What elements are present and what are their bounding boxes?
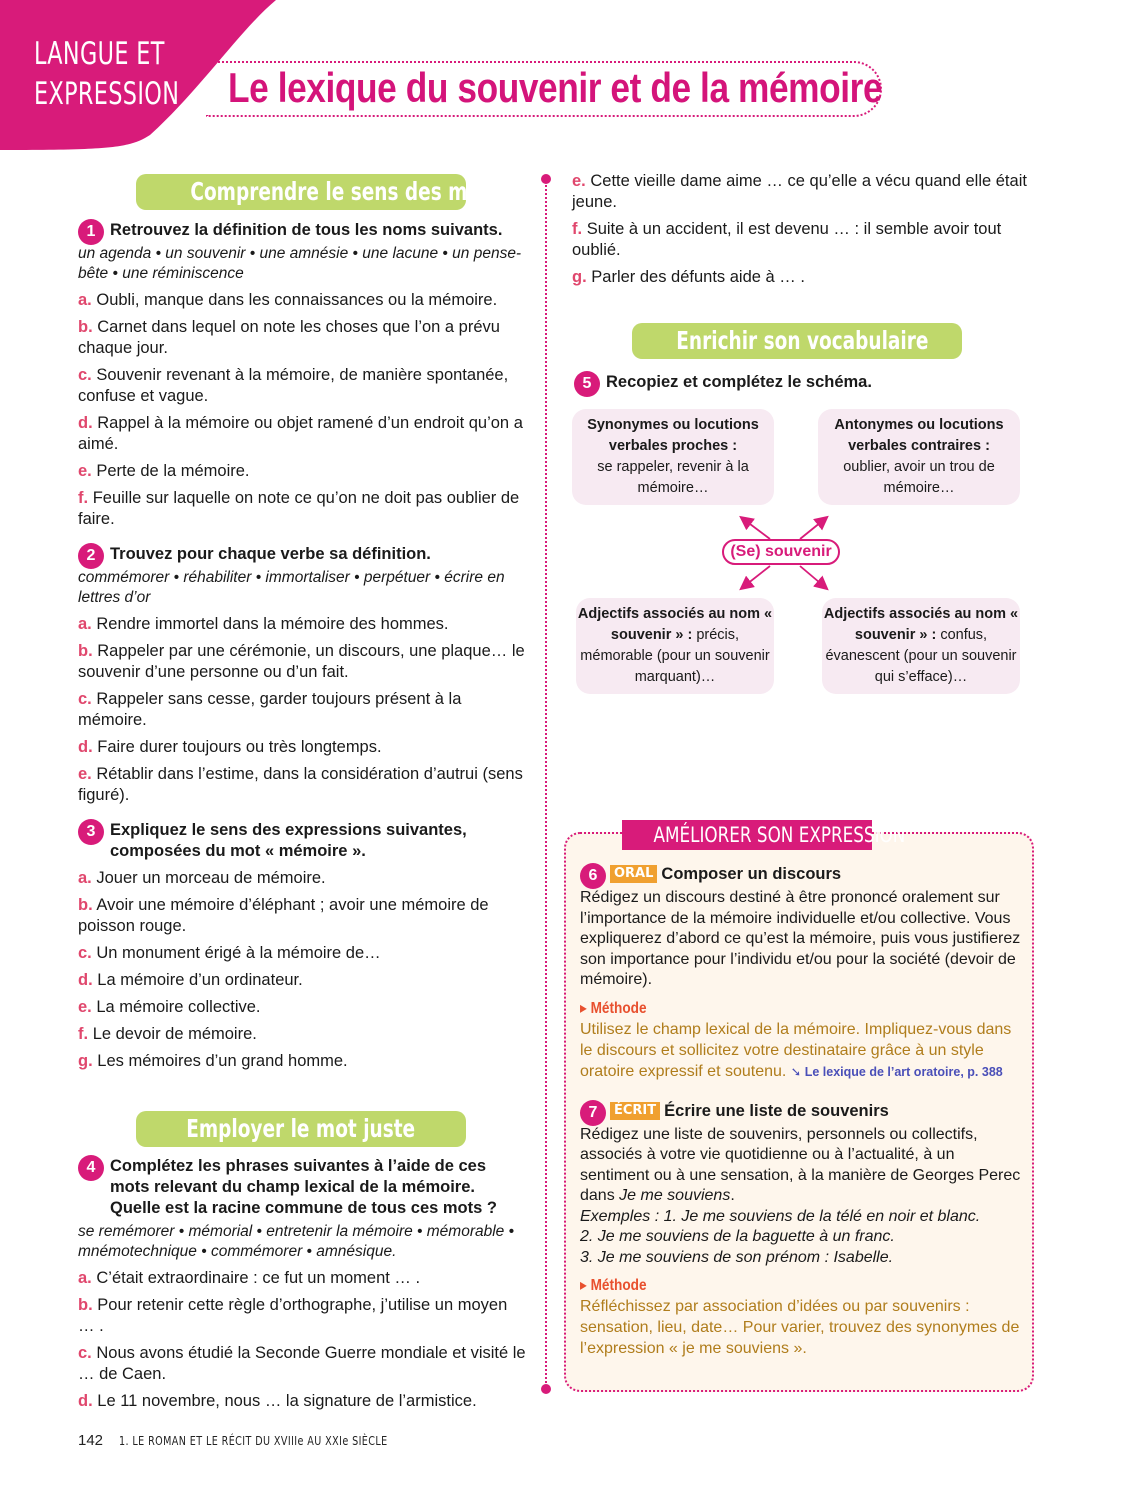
left-column — [78, 220, 528, 1072]
page-number: 142 — [78, 1432, 104, 1449]
item-letter: b. — [78, 1296, 93, 1314]
item-letter: d. — [78, 971, 93, 989]
item-text: La mémoire collective. — [96, 998, 261, 1016]
methode-label: ▸ Méthode — [580, 999, 647, 1017]
section-pill-comprendre: Comprendre le sens des mots — [136, 174, 466, 210]
item-text: C’était extraordinaire : ce fut un moment … . — [96, 1269, 421, 1287]
item-letter: c. — [78, 690, 92, 708]
item-text: Carnet dans lequel on note les choses que l’on a prévu chaque jour. — [78, 318, 500, 357]
exercise-number-badge: 2 — [78, 543, 104, 569]
exercise-item — [78, 737, 528, 758]
exercise-number-badge: 7 — [580, 1100, 606, 1126]
item-text: Le devoir de mémoire. — [92, 1025, 257, 1043]
section-label-line1: LANGUE ET — [34, 36, 165, 72]
item-letter: a. — [78, 869, 92, 887]
schema-box-synonyms: Synonymes ou locutions verbales proches : se rappeler, revenir à la mémoire… — [572, 409, 774, 505]
item-text: Souvenir revenant à la mémoire, de manière spontanée, confuse et vague. — [78, 366, 509, 405]
exercise-1-heading: 1 Retrouvez la définition de tous les noms suivants. — [78, 220, 528, 241]
exercise-item — [78, 290, 528, 311]
exercise-item — [78, 943, 528, 964]
exercise-3-items — [78, 868, 528, 1072]
item-text: Le 11 novembre, nous … la signature de l’armistice. — [97, 1392, 477, 1410]
exercise-4-word-list: se remémorer • mémorial • entretenir la mémoire • mémorable • mnémotechnique • commémorer • amnésique. — [78, 1223, 515, 1260]
exercise-item — [78, 614, 528, 635]
item-text: Suite à un accident, il est devenu … : il semble avoir tout oublié. — [572, 220, 1002, 259]
item-letter: d. — [78, 414, 93, 432]
exercise-item — [78, 317, 528, 359]
item-text: Rétablir dans l’estime, dans la considération d’autrui (sens figuré). — [78, 765, 523, 804]
item-letter: g. — [78, 1052, 93, 1070]
column-divider — [545, 178, 547, 1390]
exercise-number-badge: 5 — [574, 371, 600, 397]
item-letter: e. — [572, 172, 586, 190]
schema-box-antonyms: Antonymes ou locutions verbales contraires : oublier, avoir un trou de mémoire… — [818, 409, 1020, 505]
exercise-item — [78, 1051, 528, 1072]
exercise-item — [78, 764, 528, 806]
item-letter: g. — [572, 268, 587, 286]
cross-reference-link[interactable]: ➘ Le lexique de l’art oratoire, p. 388 — [790, 1064, 1003, 1079]
exercise-6-methode: Utilisez le champ lexical de la mémoire. Impliquez-vous dans le discours et sollicitez votre destinataire grâce à un style oratoire expressif et soutenu. ➘ Le lexique de l’art oratoire, p. 388 — [580, 1020, 1012, 1080]
improve-expression-content — [580, 864, 1024, 1359]
exercise-1-items — [78, 290, 528, 530]
exercise-5-heading: 5 Recopiez et complétez le schéma. — [574, 372, 1014, 393]
schema-center-word: (Se) souvenir — [722, 539, 840, 565]
exercise-7-examples: Exemples : 1. Je me souviens de la télé en noir et blanc. 2. Je me souviens de la baguette à un franc. 3. Je me souviens de son prénom : Isabelle. — [580, 1207, 981, 1266]
exercise-item — [78, 1268, 528, 1289]
item-letter: e. — [78, 998, 92, 1016]
exercise-item — [78, 970, 528, 991]
item-text: Avoir une mémoire d’éléphant ; avoir une mémoire de poisson rouge. — [78, 896, 489, 935]
divider-dot-bottom — [541, 1384, 551, 1394]
item-letter: a. — [78, 615, 92, 633]
item-letter: b. — [78, 318, 93, 336]
item-text: La mémoire d’un ordinateur. — [97, 971, 303, 989]
item-text: Perte de la mémoire. — [96, 462, 250, 480]
item-letter: c. — [78, 366, 92, 384]
exercise-4-heading: 4 Complétez les phrases suivantes à l’aide de ces mots relevant du champ lexical de la mémoire. Quelle est la racine commune de tous ces mots ? — [78, 1156, 528, 1219]
item-text: Oubli, manque dans les connaissances ou la mémoire. — [96, 291, 498, 309]
exercise-number-badge: 1 — [78, 219, 104, 245]
exercise-number-badge: 6 — [580, 863, 606, 889]
improve-expression-tab: AMÉLIORER SON EXPRESSION — [622, 820, 872, 850]
oral-tag: ORAL — [610, 865, 657, 883]
exercise-7-methode: Réfléchissez par association d’idées ou par souvenirs : sensation, lieu, date… Pour varier, trouvez des synonymes de l’expression « je me souviens ». — [580, 1298, 1020, 1357]
exercise-item — [78, 461, 528, 482]
item-letter: c. — [78, 1344, 92, 1362]
section-label-line2: EXPRESSION — [34, 76, 180, 112]
exercise-item — [78, 413, 528, 455]
exercise-6-heading: 6 ORAL Composer un discours — [580, 864, 1024, 885]
exercise-3-heading: 3 Expliquez le sens des expressions suivantes, composées du mot « mémoire ». — [78, 820, 528, 862]
item-letter: e. — [78, 765, 92, 783]
exercise-item — [572, 219, 1032, 261]
ecrit-tag: ÉCRIT — [610, 1102, 660, 1120]
item-letter: d. — [78, 1392, 93, 1410]
item-letter: f. — [572, 220, 583, 238]
item-text: Feuille sur laquelle on note ce qu’on ne doit pas oublier de faire. — [78, 489, 520, 528]
exercise-number-badge: 3 — [78, 819, 104, 845]
page-footer — [78, 1432, 455, 1449]
exercise-2-items — [78, 614, 528, 806]
exercise-item — [78, 365, 528, 407]
item-letter: b. — [78, 896, 93, 914]
exercise-1-word-list: un agenda • un souvenir • une amnésie • une lacune • un pense-bête • une réminiscence — [78, 245, 522, 282]
book-title: Je me souviens — [619, 1187, 731, 1204]
item-letter: a. — [78, 291, 92, 309]
section-pill-employer: Employer le mot juste — [136, 1111, 466, 1147]
schema-box-adjectives-marking: Adjectifs associés au nom « souvenir » : précis, mémorable (pour un souvenir marquant)… — [576, 598, 774, 694]
exercise-item — [78, 1024, 528, 1045]
exercise-item — [572, 171, 1032, 213]
item-letter: b. — [78, 642, 93, 660]
item-text: Faire durer toujours ou très longtemps. — [97, 738, 382, 756]
exercise-item — [78, 895, 528, 937]
exercise-2-heading: 2 Trouvez pour chaque verbe sa définition. — [78, 544, 528, 565]
exercise-item — [78, 1343, 528, 1385]
exercise-2-word-list: commémorer • réhabiliter • immortaliser • perpétuer • écrire en lettres d’or — [78, 569, 505, 606]
item-text: Rappeler sans cesse, garder toujours présent à la mémoire. — [78, 690, 462, 729]
item-text: Parler des défunts aide à … . — [591, 268, 805, 286]
exercise-item — [572, 267, 1032, 288]
section-pill-enrichir: Enrichir son vocabulaire — [632, 323, 962, 359]
divider-dot-top — [541, 174, 551, 184]
exercise-item — [78, 641, 528, 683]
item-letter: f. — [78, 1025, 89, 1043]
item-text: Pour retenir cette règle d’orthographe, j’utilise un moyen … . — [78, 1296, 508, 1335]
item-text: Rappel à la mémoire ou objet ramené d’un endroit qu’on a aimé. — [78, 414, 523, 453]
item-letter: f. — [78, 489, 89, 507]
item-text: Cette vieille dame aime … ce qu’elle a vécu quand elle était jeune. — [572, 172, 1027, 211]
methode-label: ▸ Méthode — [580, 1277, 647, 1294]
exercise-item — [78, 488, 528, 530]
left-column-bottom — [78, 1156, 528, 1412]
right-column — [572, 165, 1032, 288]
page-title: Le lexique du souvenir et de la mémoire — [228, 64, 883, 111]
item-text: Nous avons étudié la Seconde Guerre mondiale et visité le … de Caen. — [78, 1344, 526, 1383]
exercise-item — [78, 1391, 528, 1412]
item-letter: e. — [78, 462, 92, 480]
item-letter: c. — [78, 944, 92, 962]
exercise-4-items — [78, 1268, 528, 1412]
exercise-item — [78, 689, 528, 731]
exercise-item — [78, 868, 528, 889]
exercise-7-heading: 7 ÉCRIT Écrire une liste de souvenirs — [580, 1101, 1024, 1122]
exercise-7-text: Rédigez une liste de souvenirs, personnels ou collectifs, associés à votre vie quotidienne ou à l’actualité, à un sentiment ou à une sensation, à la manière de Georges Perec dans Je me souviens. — [580, 1125, 1021, 1204]
item-text: Un monument érigé à la mémoire de… — [96, 944, 381, 962]
item-text: Jouer un morceau de mémoire. — [96, 869, 326, 887]
exercise-number-badge: 4 — [78, 1155, 104, 1181]
exercise-6-text: Rédigez un discours destiné à être prononcé oralement sur l’importance de la mémoire individuelle et/ou collective. Vous expliquerez d’abord ce qu’est la mémoire, puis vous justifierez son importance pour l’individu et/ou pour la société (devoir de mémoire). — [580, 889, 1021, 988]
item-text: Les mémoires d’un grand homme. — [97, 1052, 348, 1070]
item-letter: a. — [78, 1269, 92, 1287]
schema-box-adjectives-fading: Adjectifs associés au nom « souvenir » : confus, évanescent (pour un souvenir qui s’efface)… — [822, 598, 1020, 694]
item-letter: d. — [78, 738, 93, 756]
exercise-4-items-continued — [572, 171, 1032, 288]
item-text: Rendre immortel dans la mémoire des hommes. — [96, 615, 449, 633]
item-text: Rappeler par une cérémonie, un discours, une plaque… le souvenir d’une personne ou d’un fait. — [78, 642, 525, 681]
exercise-item — [78, 1295, 528, 1337]
section-label — [34, 34, 179, 114]
chapter-title: 1. LE ROMAN ET LE RÉCIT DU XVIIIe AU XXIe SIÈCLE — [118, 1434, 388, 1448]
exercise-item — [78, 997, 528, 1018]
